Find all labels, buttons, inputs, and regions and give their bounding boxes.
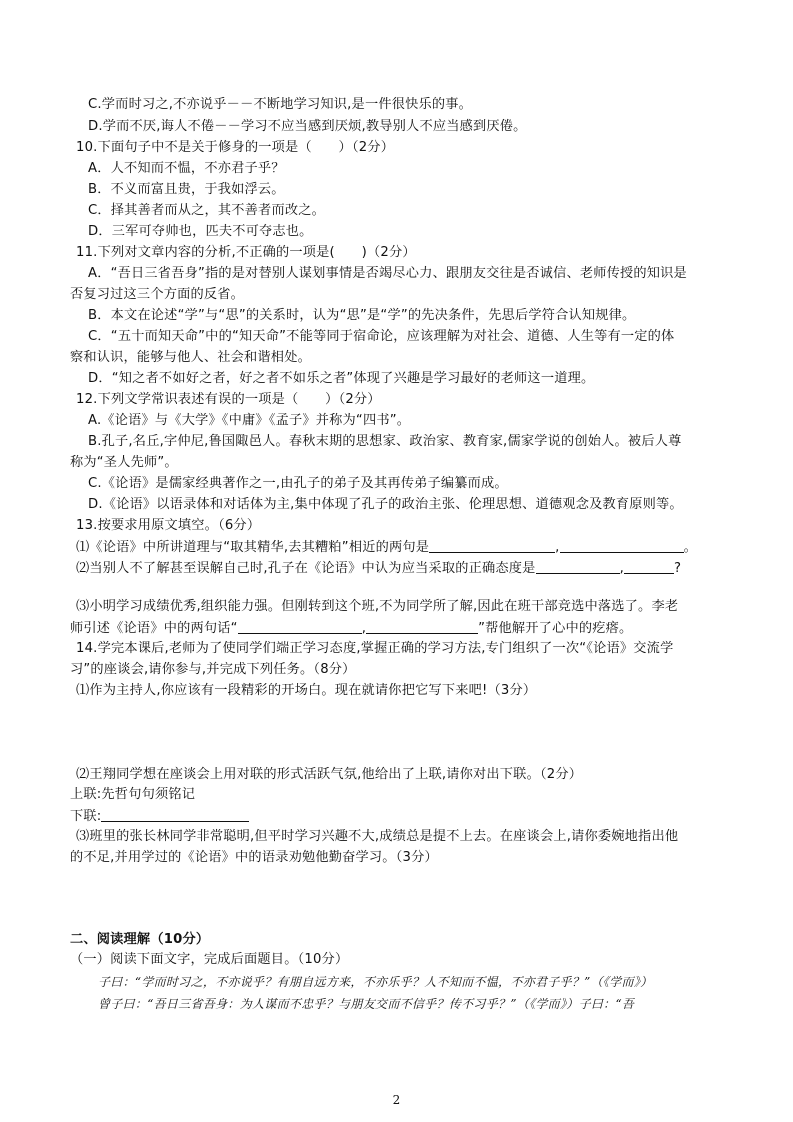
answer-blank[interactable] (429, 538, 555, 553)
question-14-2: ⑵王翔同学想在座谈会上用对联的形式活跃气氛,他给出了上联,请你对出下联。（2分） (76, 767, 583, 782)
question-14-1: ⑴作为主持人,你应该有一段精彩的开场白。现在就请你把它写下来吧!（3分） (76, 683, 537, 698)
section-heading: 二、阅读理解（10分） (70, 932, 210, 947)
option-10c: C．择其善者而从之，其不善者而改之。 (88, 203, 325, 218)
question-13: 13.按要求用原文填空。（6分） (76, 518, 261, 533)
question-14-cont: 习”的座谈会,请你参与,并完成下列任务。（8分） (70, 662, 356, 677)
option-12d: D.《论语》以语录体和对话体为主,集中体现了孔子的政治主张、伦理思想、道德观念及教育原则等。 (88, 497, 683, 512)
option-11a: A．“吾日三省吾身”指的是对替别人谋划事情是否竭尽心力、跟朋友交往是否诚信、老师传授的知识是 (88, 266, 687, 281)
option-10a: A．人不知而不愠，不亦君子乎？ (88, 161, 285, 176)
question-14-3-cont: 的不足,并用学过的《论语》中的语录劝勉他勤奋学习。（3分） (70, 850, 438, 865)
answer-blank[interactable] (101, 807, 249, 822)
question-13-3-cont: 师引述《论语》中的两句话“ , ”帮他解开了心中的疙瘩。 (70, 621, 633, 636)
couplet-lower: 下联: (70, 807, 249, 826)
option-11c: C．“五十而知天命”中的“知天命”不能等同于宿命论，应该理解为对社会、道德、人生等有一定的体 (88, 329, 675, 344)
option-12b: B.孔子,名丘,字仲尼,鲁国陬邑人。春秋末期的思想家、政治家、教育家,儒家学说的创始人。被后人尊 (88, 434, 682, 449)
answer-blank[interactable] (366, 619, 478, 634)
option-12b-cont: 称为“圣人先师”。 (70, 455, 178, 470)
question-14: 14.学完本课后,老师为了使同学们端正学习态度,掌握正确的学习方法,专门组织了一次“《论语》交流学 (76, 641, 674, 656)
option-11b: B．本文在论述“学”与“思”的关系时，认为“思”是“学”的先决条件，先思后学符合认知规律。 (88, 308, 636, 323)
page-number: 2 (392, 1093, 401, 1107)
option-12c: C.《论语》是儒家经典著作之一,由孔子的弟子及其再传弟子编纂而成。 (88, 476, 508, 491)
question-14-3: ⑶班里的张长林同学非常聪明,但平时学习兴趣不大,成绩总是提不上去。在座谈会上,请你委婉地指出他 (76, 829, 679, 844)
passage-line-2: 曾子曰：“吾日三省吾身：为人谋而不忠乎？与朋友交而不信乎？传不习乎？”（《学而》）子曰：“吾 (98, 997, 635, 1011)
question-13-3: ⑶小明学习成绩优秀,组织能力强。但刚转到这个班,不为同学所了解,因此在班干部竞选中落选了。李老 (76, 599, 679, 614)
answer-blank[interactable] (624, 559, 674, 574)
option-10d: D．三军可夺帅也，匹夫不可夺志也。 (88, 224, 313, 239)
question-13-1: ⑴《论语》中所讲道理与“取其精华,去其糟粕”相近的两句是 , 。 (76, 540, 697, 555)
answer-blank[interactable] (536, 559, 620, 574)
option-11c-cont: 察和认识，能够与他人、社会和谐相处。 (70, 350, 311, 365)
reading-instruction: （一）阅读下面文字，完成后面题目。（10分） (70, 952, 349, 967)
question-12: 12.下列文学常识表述有误的一项是（ ）（2分） (76, 392, 381, 407)
passage-line-1: 子曰：“学而时习之，不亦说乎？有朋自远方来，不亦乐乎？人不知而不愠，不亦君子乎？”（《学而》） (98, 975, 653, 989)
option-11d: D．“知之者不如好之者，好之者不如乐之者”体现了兴趣是学习最好的老师这一道理。 (88, 371, 595, 386)
question-11: 11.下列对文章内容的分析,不正确的一项是( )（2分） (76, 245, 416, 260)
option-12a: A.《论语》与《大学》《中庸》《孟子》并称为“四书”。 (88, 413, 411, 428)
question-10: 10.下面句子中不是关于修身的一项是（ ）（2分） (76, 140, 395, 155)
question-13-2: ⑵当别人不了解甚至误解自己时,孔子在《论语》中认为应当采取的正确态度是 , ? (76, 561, 682, 576)
answer-blank[interactable] (238, 619, 362, 634)
option-10b: B．不义而富且贵，于我如浮云。 (88, 182, 285, 197)
option-9d: D.学而不厌,诲人不倦－－学习不应当感到厌烦,教导别人不应当感到厌倦。 (88, 119, 527, 134)
answer-blank[interactable] (560, 538, 684, 553)
option-9c: C.学而时习之,不亦说乎－－不断地学习知识,是一件很快乐的事。 (88, 97, 473, 112)
option-11a-cont: 否复习过这三个方面的反省。 (70, 287, 245, 302)
couplet-upper: 上联:先哲句句须铭记 (70, 787, 196, 802)
